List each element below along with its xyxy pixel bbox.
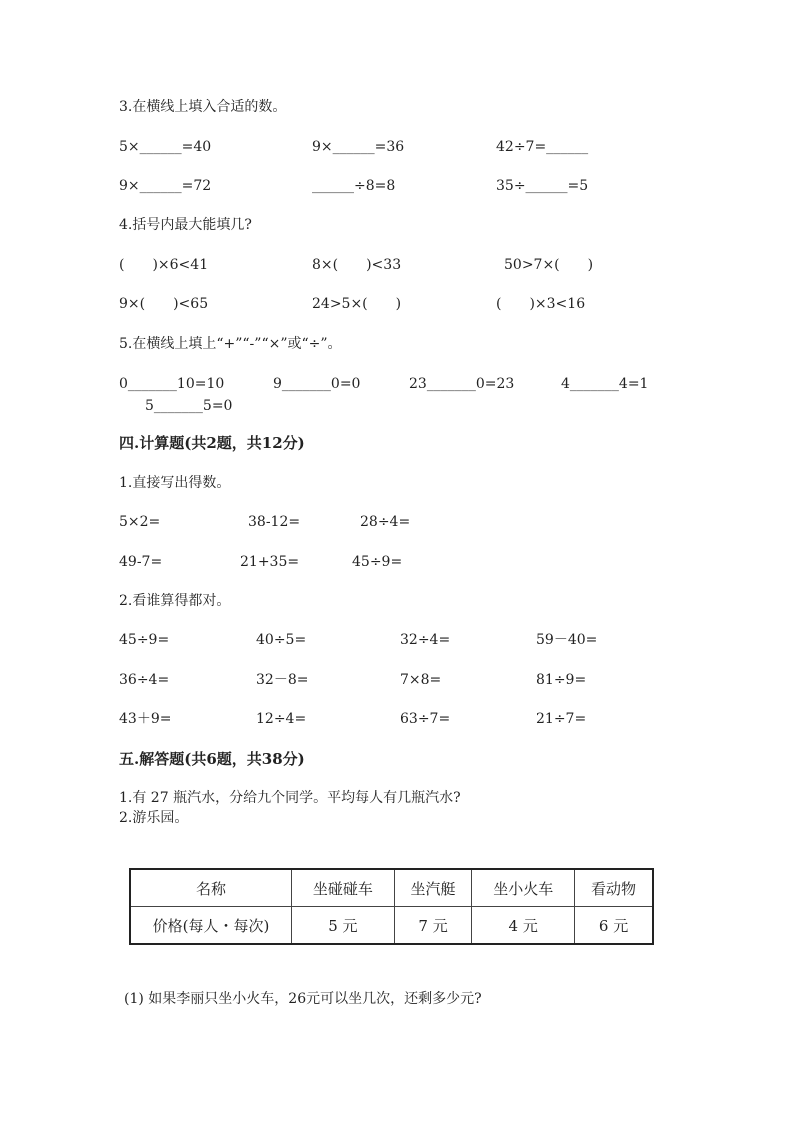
calc2-item: 45÷9= <box>119 632 170 648</box>
q3-item: 35÷______=5 <box>496 178 589 194</box>
calc2-item: 59－40= <box>536 632 598 648</box>
word-problem-2: 2.游乐园。 <box>119 810 189 826</box>
section4-heading: 四.计算题(共2题，共12分) <box>119 434 305 452</box>
table-row <box>130 907 653 945</box>
table-header-cell: 坐汽艇 <box>394 869 472 907</box>
calc2-title: 2.看谁算得都对。 <box>119 593 231 609</box>
calc1-item: 21+35= <box>240 554 300 570</box>
table-cell: 4 元 <box>472 907 575 945</box>
q3-title: 3.在横线上填入合适的数。 <box>119 99 287 115</box>
q3-item: 5×______=40 <box>119 139 212 155</box>
q5-item: 9_______0=0 <box>273 376 361 392</box>
calc1-item: 5×2= <box>119 514 161 530</box>
table-header-cell: 名称 <box>130 869 292 907</box>
calc2-item: 32－8= <box>256 672 309 688</box>
calc1-item: 38-12= <box>248 514 301 530</box>
q3-item: 9×______=72 <box>119 178 212 194</box>
q5-item: 0_______10=10 <box>119 376 225 392</box>
calc2-item: 43＋9= <box>119 711 172 727</box>
calc1-item: 45÷9= <box>352 554 403 570</box>
calc1-item: 28÷4= <box>360 514 411 530</box>
calc2-item: 32÷4= <box>400 632 451 648</box>
calc1-title: 1.直接写出得数。 <box>119 475 231 491</box>
q5-title: 5.在横线上填上“+”“-”“×”或“÷”。 <box>119 336 342 352</box>
q4-item: 9×( )<65 <box>119 296 209 312</box>
calc2-item: 36÷4= <box>119 672 170 688</box>
q3-item: 9×______=36 <box>312 139 405 155</box>
q5-item: 5_______5=0 <box>145 398 233 414</box>
table-cell: 6 元 <box>575 907 653 945</box>
word-problem-1: 1.有 27 瓶汽水，分给九个同学。平均每人有几瓶汽水? <box>119 790 461 806</box>
section5-heading: 五.解答题(共6题，共38分) <box>119 750 305 768</box>
table-header-cell: 坐碰碰车 <box>292 869 395 907</box>
q4-item: 24>5×( ) <box>312 296 402 312</box>
sub-question-1: (1) 如果李丽只坐小火车，26元可以坐几次，还剩多少元? <box>124 991 482 1007</box>
table-cell: 5 元 <box>292 907 395 945</box>
table-cell: 7 元 <box>394 907 472 945</box>
q4-item: ( )×3<16 <box>496 296 586 312</box>
q4-item: 50>7×( ) <box>504 257 594 273</box>
calc2-item: 63÷7= <box>400 711 451 727</box>
table-cell: 价格(每人・每次) <box>130 907 292 945</box>
calc2-item: 21÷7= <box>536 711 587 727</box>
q4-title: 4.括号内最大能填几? <box>119 217 252 233</box>
calc2-item: 40÷5= <box>256 632 307 648</box>
calc2-item: 81÷9= <box>536 672 587 688</box>
table-header-cell: 看动物 <box>575 869 653 907</box>
q4-item: 8×( )<33 <box>312 257 402 273</box>
calc2-item: 12÷4= <box>256 711 307 727</box>
table-header-cell: 坐小火车 <box>472 869 575 907</box>
q4-item: ( )×6<41 <box>119 257 209 273</box>
q5-item: 4_______4=1 <box>561 376 649 392</box>
table-header-row <box>130 869 653 907</box>
price-table <box>129 868 654 945</box>
q3-item: ______÷8=8 <box>312 178 396 194</box>
q5-item: 23_______0=23 <box>409 376 515 392</box>
calc1-item: 49-7= <box>119 554 163 570</box>
calc2-item: 7×8= <box>400 672 442 688</box>
q3-item: 42÷7=______ <box>496 139 589 155</box>
